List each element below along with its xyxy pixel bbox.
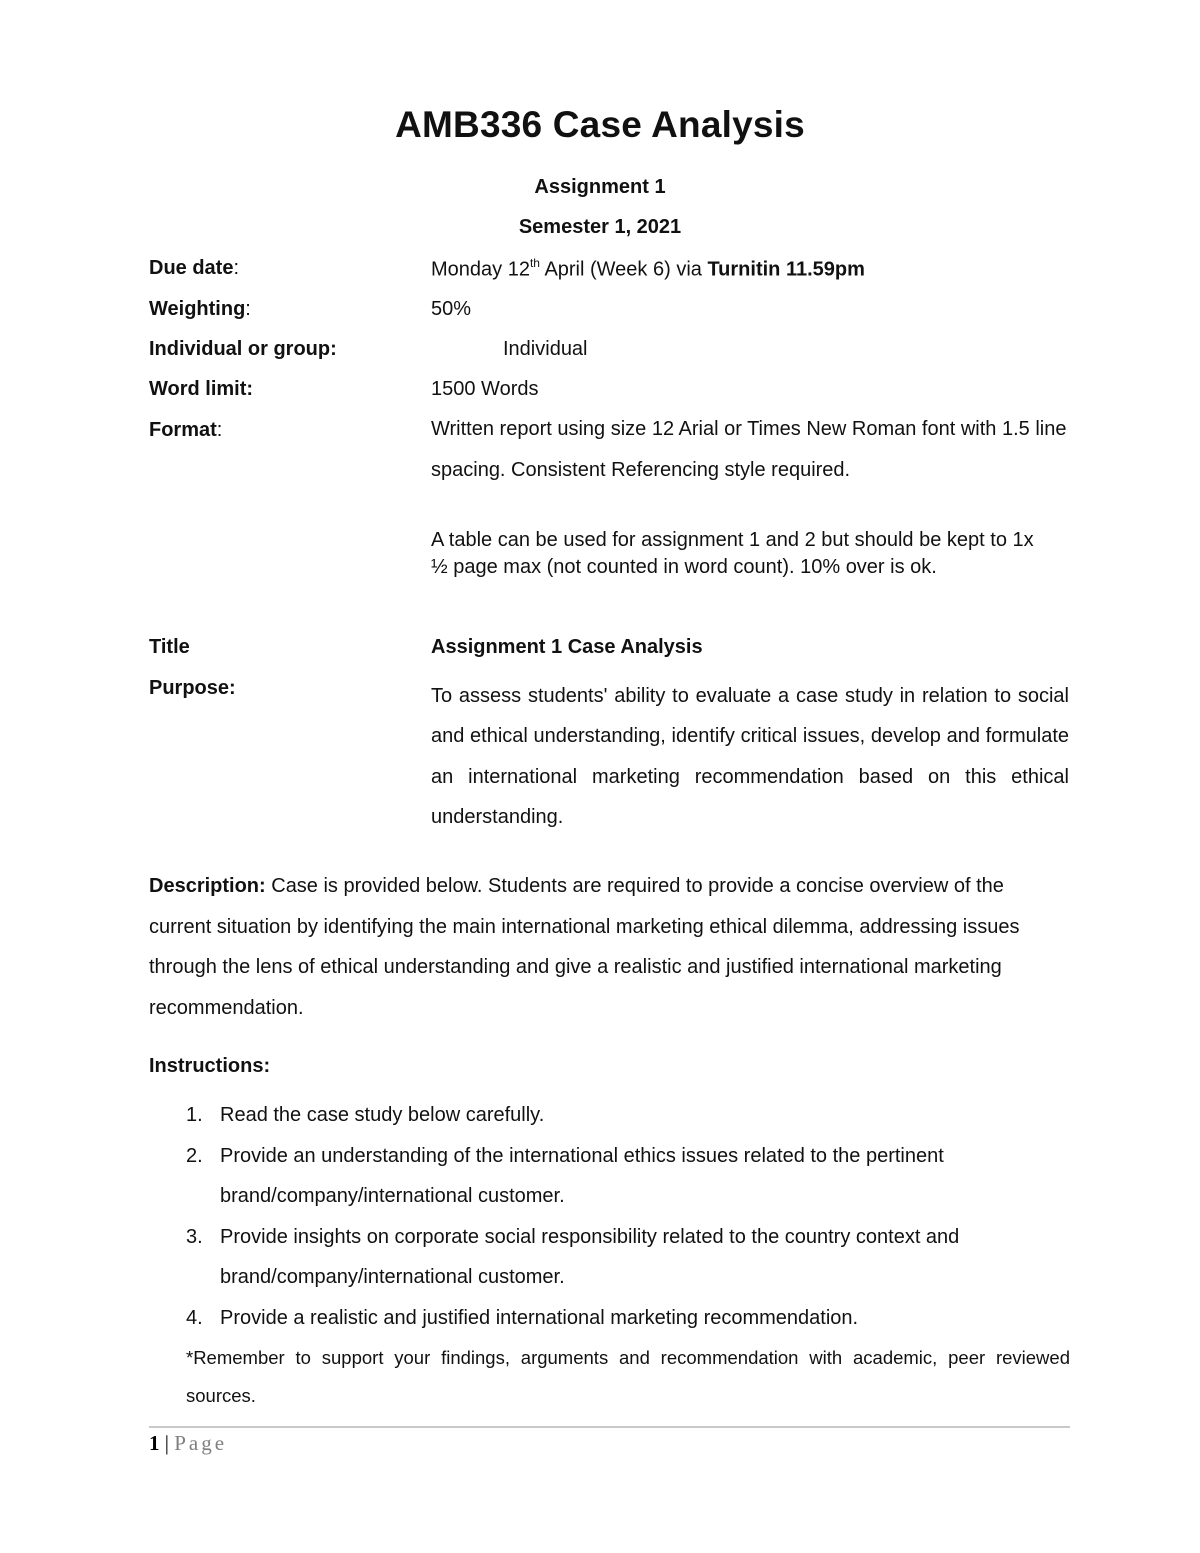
title-label: Title [149, 636, 190, 658]
format-value: Written report using size 12 Arial or Times New Roman font with 1.5 line spacing. Consistent Referencing style required. [431, 418, 1067, 481]
list-item [149, 1136, 1069, 1217]
list-item-number: 1. [186, 1104, 203, 1126]
description-text: Case is provided below. Students are required to provide a concise overview of the current situation by identifying the main international marketing ethical dilemma, addressing issues through the lens of ethical understanding and give a realistic and justified international marketing recommendation. [149, 875, 1020, 1019]
due-date-value: Monday 12th April (Week 6) via Turnitin 11.59pm [431, 256, 865, 281]
document-title: AMB336 Case Analysis [395, 104, 805, 145]
list-item-number: 2. [186, 1144, 203, 1167]
list-item [149, 1095, 1069, 1136]
list-item-number: 4. [186, 1306, 203, 1329]
due-date-label: Due date: [149, 257, 240, 279]
individual-group-label: Individual or group: [149, 338, 337, 360]
instructions-heading: Instructions: [149, 1055, 271, 1077]
list-item-number: 3. [186, 1225, 203, 1248]
footer-divider [149, 1426, 1070, 1428]
format-label: Format: [149, 419, 223, 441]
weighting-value: 50% [431, 298, 472, 320]
word-limit-value: 1500 Words [431, 378, 539, 400]
assignment-subtitle: Assignment 1 [534, 176, 666, 198]
list-item [149, 1298, 1069, 1339]
purpose-value: To assess students' ability to evaluate a case study in relation to social and ethical understanding, identify critical issues, develop and formulate an international marketing recommendation based on this ethical understanding. [431, 685, 1069, 828]
word-limit-label: Word limit: [149, 378, 254, 400]
description-paragraph [149, 866, 1029, 1028]
weighting-label: Weighting: [149, 298, 251, 320]
footer-separator: | [159, 1431, 175, 1455]
remember-note: *Remember to support your findings, arguments and recommendation with academic, peer reviewed sources. [186, 1347, 1070, 1406]
list-item [149, 1217, 1069, 1298]
instructions-list [149, 1095, 1069, 1338]
format-note: A table can be used for assignment 1 and 2 but should be kept to 1x ½ page max (not counted in word count). 10% over is ok. [431, 529, 1034, 578]
individual-group-value: Individual [503, 338, 588, 360]
description-label: Description: [149, 875, 266, 897]
list-item-text: Provide an understanding of the international ethics issues related to the pertinent brand/company/international customer. [220, 1144, 944, 1207]
list-item-text: Provide insights on corporate social responsibility related to the country context and brand/company/international customer. [220, 1225, 960, 1288]
page-word: Page [174, 1431, 228, 1455]
title-value: Assignment 1 Case Analysis [431, 636, 703, 658]
page-footer [149, 1431, 227, 1456]
list-item-text: Read the case study below carefully. [220, 1104, 545, 1126]
purpose-label: Purpose: [149, 677, 236, 699]
semester-subtitle: Semester 1, 2021 [518, 216, 682, 238]
list-item-text: Provide a realistic and justified international marketing recommendation. [220, 1306, 859, 1329]
page-number: 1 [149, 1431, 160, 1455]
